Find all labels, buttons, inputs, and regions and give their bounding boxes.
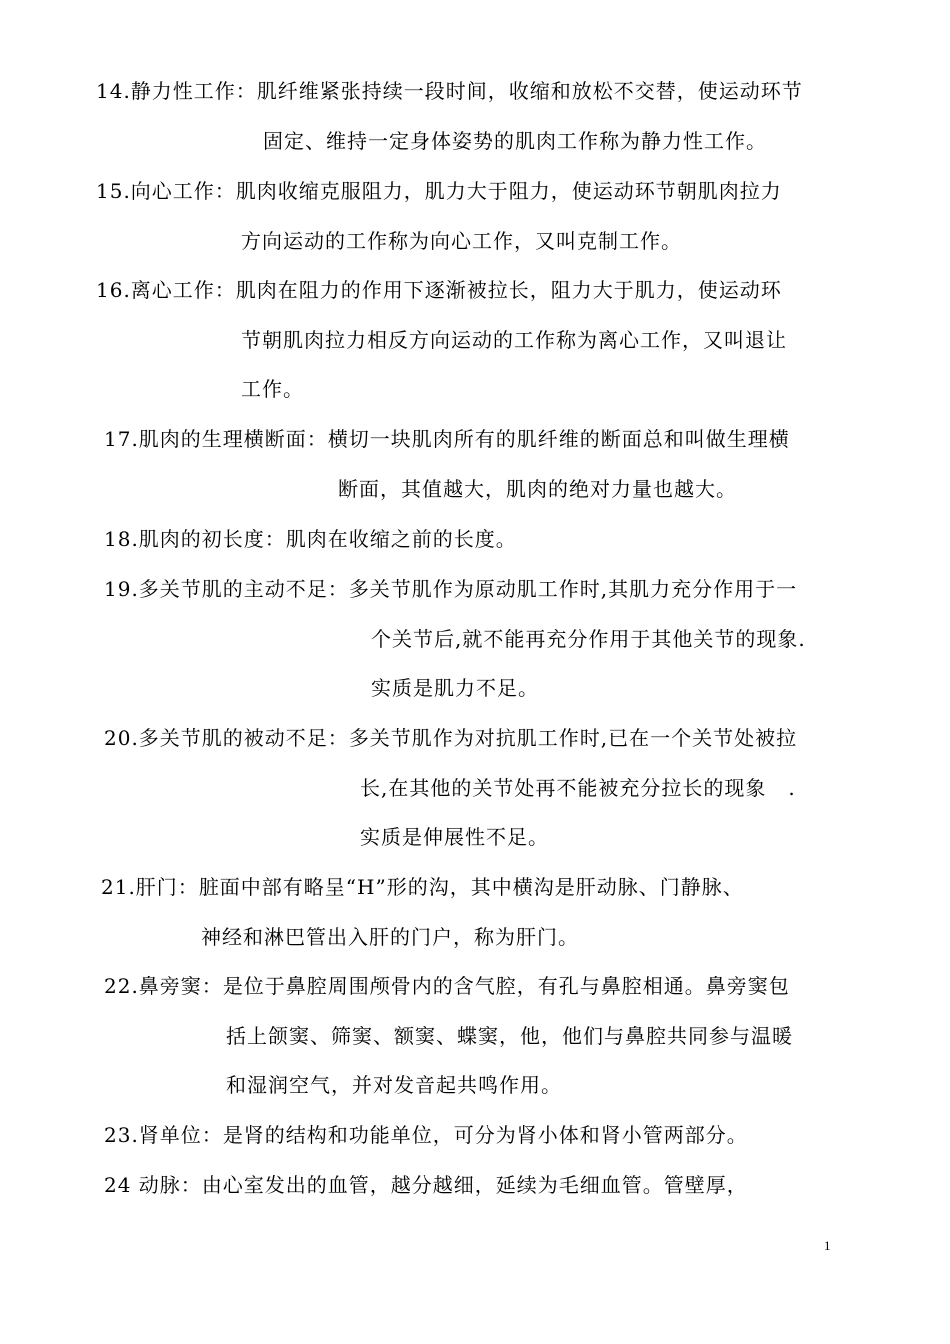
entry-21-text-1: 脏面中部有略呈“H”形的沟，其中横沟是肝动脉、门静脉、 — [198, 875, 744, 899]
entry-15-term: 15.向心工作： — [96, 179, 236, 203]
entry-20-line-2: 长,在其他的关节处再不能被充分拉长的现象 . — [360, 776, 796, 800]
entry-24-text-1: 由心室发出的血管，越分越细，延续为毛细血管。管壁厚， — [201, 1173, 748, 1197]
entry-16-line-2: 节朝肌肉拉力相反方向运动的工作称为离心工作，又叫退让 — [241, 328, 787, 352]
entry-18-text-1: 肌肉在收缩之前的长度。 — [285, 527, 517, 551]
entry-19-text-1: 多关节肌作为原动肌工作时,其肌力充分作用于一 — [348, 577, 798, 601]
entry-21-line-2: 神经和淋巴管出入肝的门户，称为肝门。 — [201, 925, 579, 949]
entry-14-text-1: 肌纤维紧张持续一段时间，收缩和放松不交替，使运动环节 — [256, 79, 803, 103]
entry-19-line-1 — [104, 576, 797, 602]
entry-17-term: 17.肌肉的生理横断面： — [104, 427, 328, 451]
entry-22-line-3: 和湿润空气，并对发音起共鸣作用。 — [226, 1073, 562, 1097]
page-number: 1 — [824, 1238, 831, 1253]
entry-20-line-3: 实质是伸展性不足。 — [360, 825, 549, 849]
entry-14-line-2: 固定、维持一定身体姿势的肌肉工作称为静力性工作。 — [263, 129, 767, 153]
entry-18-line-1 — [104, 526, 517, 552]
entry-22-line-1 — [104, 973, 790, 999]
entry-19-line-2: 个关节后,就不能再充分作用于其他关节的现象. — [371, 627, 806, 651]
entry-17-line-1 — [104, 426, 790, 452]
entry-16-text-1: 肌肉在阻力的作用下逐渐被拉长，阻力大于肌力，使运动环 — [235, 278, 782, 302]
entry-23-text-1: 是肾的结构和功能单位，可分为肾小体和肾小管两部分。 — [222, 1123, 748, 1147]
entry-14-term: 14.静力性工作： — [96, 79, 257, 103]
entry-17-text-1: 横切一块肌肉所有的肌纤维的断面总和叫做生理横 — [327, 427, 790, 451]
entry-19-term: 19.多关节肌的主动不足： — [104, 577, 349, 601]
entry-20-term: 20.多关节肌的被动不足： — [104, 726, 349, 750]
entry-16-line-1 — [96, 277, 782, 303]
entry-16-line-3: 工作。 — [241, 377, 304, 401]
entry-21-term: 21.肝门： — [101, 875, 199, 899]
entry-15-text-1: 肌肉收缩克服阻力，肌力大于阻力，使运动环节朝肌肉拉力 — [235, 179, 782, 203]
entry-24-term: 24 动脉： — [104, 1173, 202, 1197]
entry-17-line-2: 断面，其值越大，肌肉的绝对力量也越大。 — [338, 477, 737, 501]
entry-14-line-1 — [96, 78, 803, 104]
entry-23-term: 23.肾单位： — [104, 1123, 223, 1147]
entry-19-line-3: 实质是肌力不足。 — [371, 676, 539, 700]
entry-20-text-1: 多关节肌作为对抗肌工作时,已在一个关节处被拉 — [348, 726, 798, 750]
entry-24-line-1 — [104, 1172, 748, 1198]
entry-22-term: 22.鼻旁窦： — [104, 974, 223, 998]
entry-20-line-1 — [104, 725, 797, 751]
entry-22-line-2: 括上颌窦、筛窦、额窦、蝶窦，他，他们与鼻腔共同参与温暖 — [226, 1024, 793, 1048]
entry-18-term: 18.肌肉的初长度： — [104, 527, 286, 551]
entry-21-line-1 — [101, 874, 744, 900]
entry-16-term: 16.离心工作： — [96, 278, 236, 302]
entry-22-text-1: 是位于鼻腔周围颅骨内的含气腔，有孔与鼻腔相通。鼻旁窦包 — [222, 974, 790, 998]
entry-15-line-2: 方向运动的工作称为向心工作，又叫克制工作。 — [241, 229, 682, 253]
entry-23-line-1 — [104, 1122, 748, 1148]
entry-15-line-1 — [96, 178, 782, 204]
